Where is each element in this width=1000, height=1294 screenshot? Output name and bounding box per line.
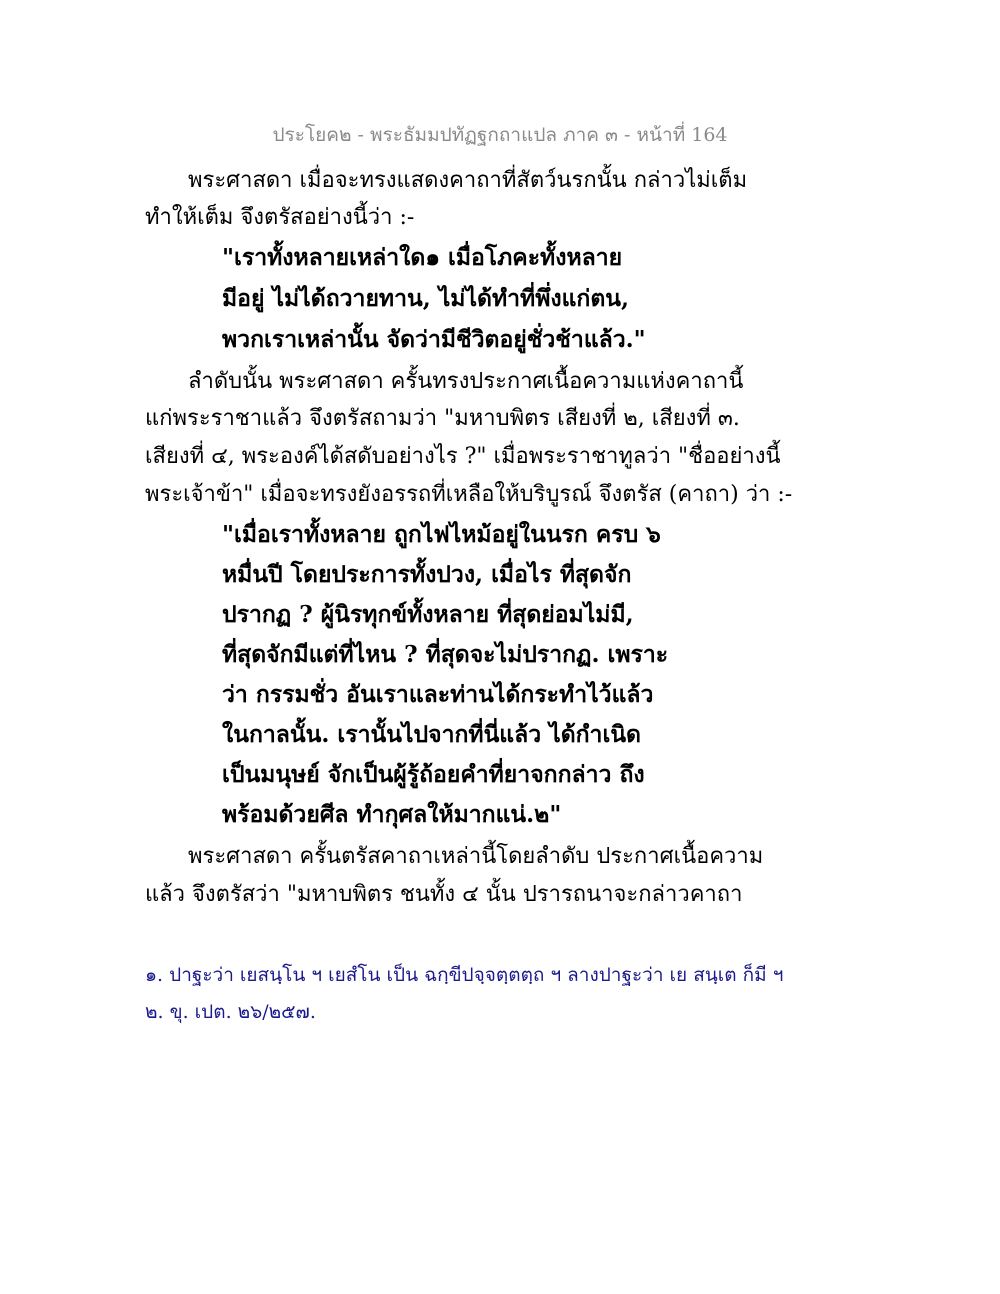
footnote: ๑. ปาฐะว่า เยสนฺโน ฯ เยสํโน เป็น ฉกฺขีปจฺจตฺตตฺถ ฯ ลางปาฐะว่า เย สนฺเต ก็มี ฯ	[145, 964, 784, 986]
body-line: เสียงที่ ๔, พระองค์ได้สดับอย่างไร ?" เมื่อพระราชาทูลว่า "ชื่ออย่างนี้	[145, 444, 781, 469]
verse-line: หมื่นปี โดยประการทั้งปวง, เมื่อไร ที่สุดจัก	[222, 561, 632, 588]
verse-line: "เราทั้งหลายเหล่าใด๑ เมื่อโภคะทั้งหลาย	[222, 244, 623, 271]
verse-line: เป็นมนุษย์ จักเป็นผู้รู้ถ้อยคำที่ยาจกกล่าว ถึง	[222, 761, 645, 788]
body-line: ทำให้เต็ม จึงตรัสอย่างนี้ว่า :-	[145, 205, 415, 230]
body-line: พระเจ้าข้า" เมื่อจะทรงยังอรรถที่เหลือให้บริบูรณ์ จึงตรัส (คาถา) ว่า :-	[145, 482, 793, 507]
verse-line: พวกเราเหล่านั้น จัดว่ามีชีวิตอยู่ชั่วช้าแล้ว."	[222, 326, 646, 353]
verse-line: ที่สุดจักมีแต่ที่ไหน ? ที่สุดจะไม่ปรากฏ. เพราะ	[222, 641, 669, 668]
body-line: แก่พระราชาแล้ว จึงตรัสถามว่า "มหาบพิตร เสียงที่ ๒, เสียงที่ ๓.	[145, 406, 740, 431]
footnote: ๒. ขุ. เปต. ๒๖/๒๕๗.	[145, 1001, 316, 1023]
body-line: แล้ว จึงตรัสว่า "มหาบพิตร ชนทั้ง ๔ นั้น ปรารถนาจะกล่าวคาถา	[145, 882, 743, 907]
verse-line: ในกาลนั้น. เรานั้นไปจากที่นี่แล้ว ได้กำเนิด	[222, 721, 641, 748]
body-line: ลำดับนั้น พระศาสดา ครั้นทรงประกาศเนื้อความแห่งคาถานี้	[188, 369, 744, 394]
verse-line: ปรากฏ ? ผู้นิรทุกข์ทั้งหลาย ที่สุดย่อมไม่มี,	[222, 601, 634, 628]
verse-line: พร้อมด้วยศีล ทำกุศลให้มากแน่.๒"	[222, 801, 562, 828]
body-line: พระศาสดา เมื่อจะทรงแสดงคาถาที่สัตว์นรกนั้น กล่าวไม่เต็ม	[188, 168, 748, 193]
verse-line: ว่า กรรมชั่ว อันเราและท่านได้กระทำไว้แล้ว	[222, 681, 654, 708]
verse-line: "เมื่อเราทั้งหลาย ถูกไฟไหม้อยู่ในนรก ครบ ๖	[222, 521, 661, 548]
body-line: พระศาสดา ครั้นตรัสคาถาเหล่านี้โดยลำดับ ประกาศเนื้อความ	[188, 844, 764, 869]
verse-line: มีอยู่ ไม่ได้ถวายทาน, ไม่ได้ทำที่พึ่งแก่ตน,	[222, 285, 630, 312]
page-header: ประโยค๒ - พระธัมมปทัฏฐกถาแปล ภาค ๓ - หน้าที่ 164	[272, 124, 728, 146]
